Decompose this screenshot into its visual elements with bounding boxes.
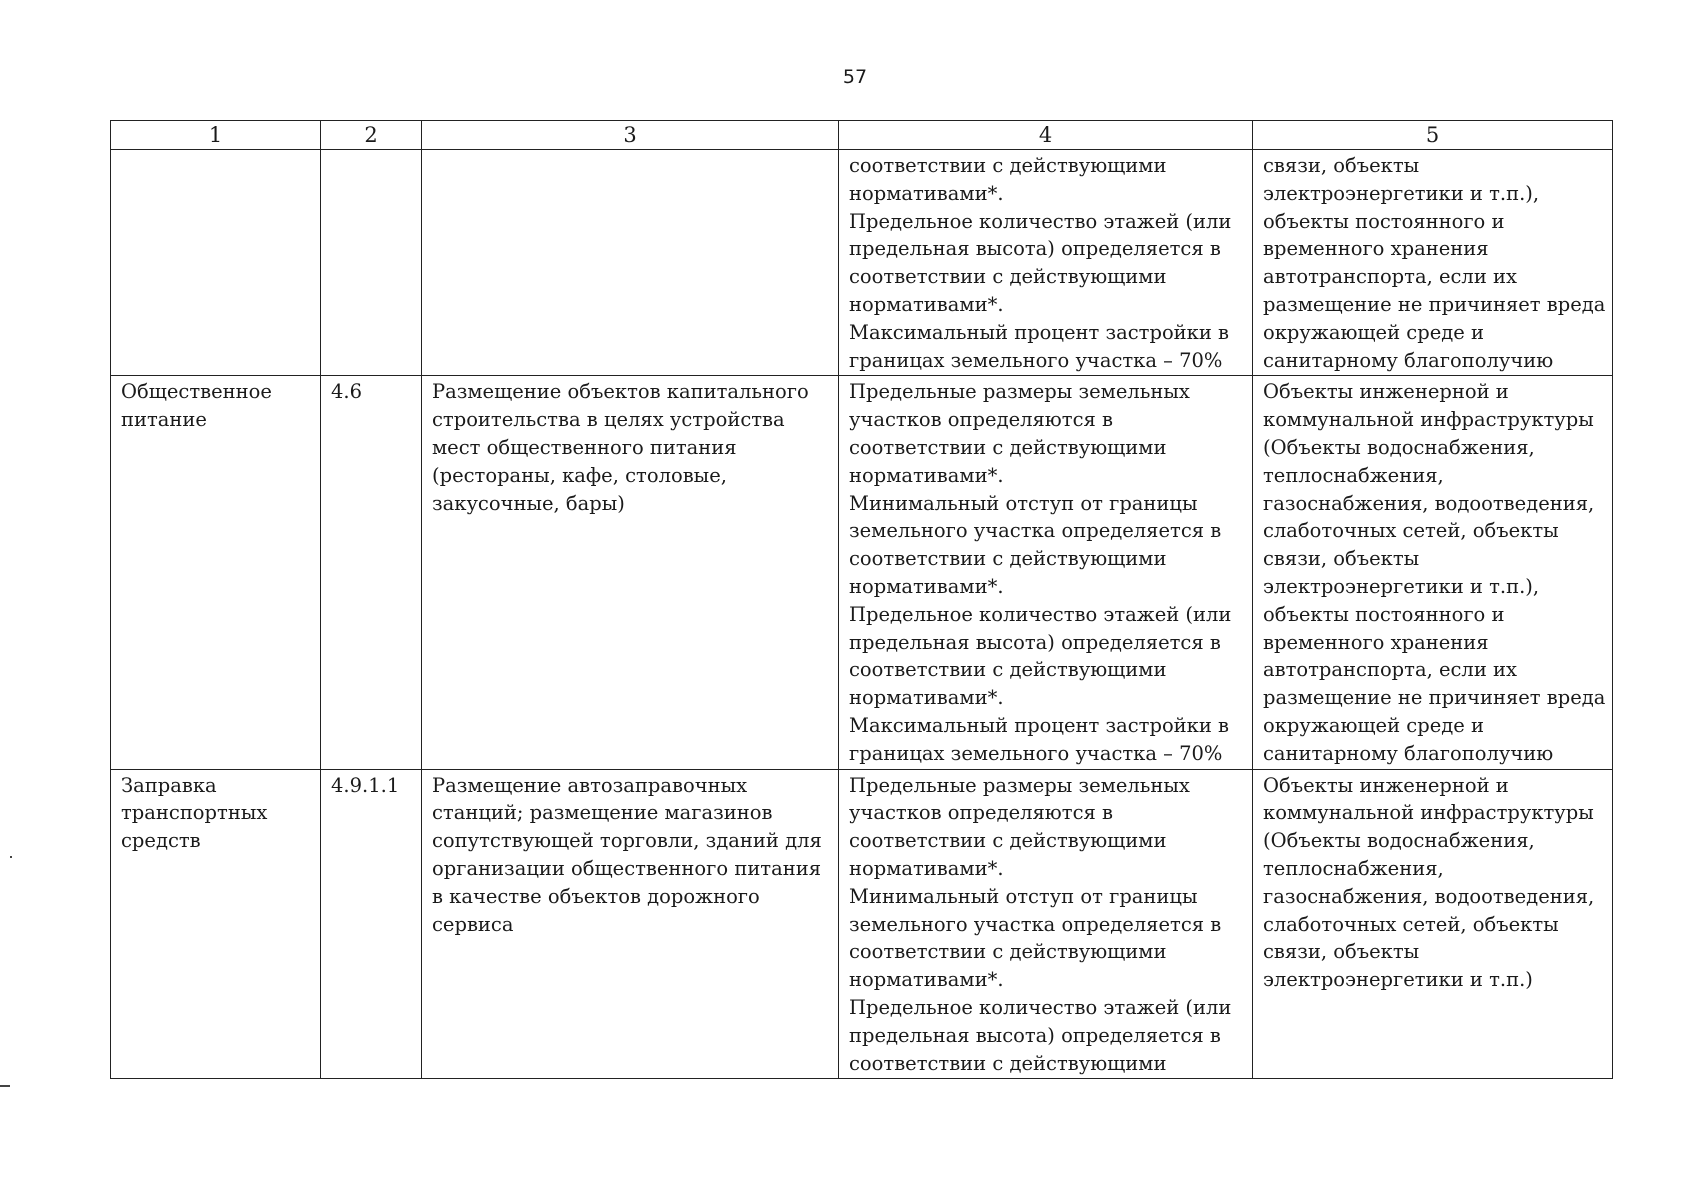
cell-line: нормативами*.: [849, 574, 1004, 598]
cell-line: теплоснабжения,: [1263, 856, 1444, 880]
cell-line: нормативами*.: [849, 968, 1004, 992]
cell-line: предельная высота) определяется в: [849, 237, 1221, 261]
cell-line: транспортных: [121, 801, 268, 825]
cell-line: Минимальный отступ от границы: [849, 491, 1198, 515]
cell-line: нормативами*.: [849, 463, 1004, 487]
cell-line: участков определяются в: [849, 801, 1113, 825]
cell-line: соответствии с действующими: [849, 547, 1167, 571]
auxiliary-objects-cell: [1253, 150, 1613, 376]
cell-line: связи, объекты: [1263, 547, 1420, 571]
cell-line: окружающей среде и: [1263, 713, 1484, 737]
cell-line: Максимальный процент застройки в: [849, 713, 1230, 737]
cell-line: закусочные, бары): [432, 491, 625, 515]
cell-line: в качестве объектов дорожного: [432, 884, 760, 908]
cell-line: электроэнергетики и т.п.),: [1263, 181, 1540, 205]
table-header: [111, 121, 1613, 150]
cell-line: питание: [121, 408, 207, 432]
cell-line: коммунальной инфраструктуры: [1263, 801, 1594, 825]
header-col-4: 4: [839, 121, 1253, 150]
description-cell: [422, 150, 839, 376]
cell-line: мест общественного питания: [432, 435, 737, 459]
cell-line: Размещение автозаправочных: [432, 773, 748, 797]
cell-line: нормативами*.: [849, 181, 1004, 205]
cell-line: нормативами*.: [849, 686, 1004, 710]
cell-line: нормативами*.: [849, 292, 1004, 316]
header-col-3: 3: [422, 121, 839, 150]
cell-line: сервиса: [432, 912, 514, 936]
cell-line: Заправка: [121, 773, 217, 797]
cell-line: соответствии с действующими: [849, 265, 1167, 289]
parameters-cell: [839, 376, 1253, 769]
code-cell: [321, 376, 422, 769]
cell-line: 4.6: [331, 380, 363, 404]
code-cell: [321, 150, 422, 376]
cell-line: временного хранения: [1263, 630, 1489, 654]
zoning-table: [110, 120, 1613, 1079]
cell-line: участков определяются в: [849, 408, 1113, 432]
cell-line: соответствии с действующими: [849, 658, 1167, 682]
cell-line: Минимальный отступ от границы: [849, 884, 1198, 908]
cell-line: строительства в целях устройства: [432, 408, 785, 432]
cell-line: соответствии с действующими: [849, 154, 1167, 177]
cell-line: связи, объекты: [1263, 154, 1420, 177]
cell-line: соответствии с действующими: [849, 1051, 1167, 1075]
header-col-2: 2: [321, 121, 422, 150]
cell-line: санитарному благополучию: [1263, 348, 1554, 372]
auxiliary-objects-cell: [1253, 376, 1613, 769]
page-number: 57: [842, 66, 868, 88]
code-cell: [321, 769, 422, 1079]
cell-line: земельного участка определяется в: [849, 519, 1222, 543]
cell-line: окружающей среде и: [1263, 320, 1484, 344]
cell-line: Предельные размеры земельных: [849, 380, 1190, 404]
cell-line: Предельные размеры земельных: [849, 773, 1190, 797]
cell-line: теплоснабжения,: [1263, 463, 1444, 487]
table-row: [111, 150, 1613, 376]
cell-line: станций; размещение магазинов: [432, 801, 773, 825]
cell-line: Объекты инженерной и: [1263, 380, 1509, 404]
cell-line: Максимальный процент застройки в: [849, 320, 1230, 344]
cell-line: земельного участка определяется в: [849, 912, 1222, 936]
table-row: [111, 769, 1613, 1079]
cell-line: Общественное: [121, 380, 272, 404]
cell-line: соответствии с действующими: [849, 940, 1167, 964]
cell-line: электроэнергетики и т.п.): [1263, 968, 1533, 992]
cell-line: временного хранения: [1263, 237, 1489, 261]
parameters-cell: [839, 150, 1253, 376]
cell-line: связи, объекты: [1263, 940, 1420, 964]
table-row: [111, 376, 1613, 769]
cell-line: нормативами*.: [849, 856, 1004, 880]
cell-line: автотранспорта, если их: [1263, 265, 1518, 289]
cell-line: Размещение объектов капитального: [432, 380, 809, 404]
header-row: [111, 121, 1613, 150]
cell-line: 4.9.1.1: [331, 773, 400, 797]
land-use-name-cell: [111, 376, 321, 769]
cell-line: коммунальной инфраструктуры: [1263, 408, 1594, 432]
cell-line: объекты постоянного и: [1263, 209, 1505, 233]
cell-line: слаботочных сетей, объекты: [1263, 519, 1559, 543]
auxiliary-objects-cell: [1253, 769, 1613, 1079]
margin-mark: [0, 1085, 10, 1087]
cell-line: границах земельного участка – 70%: [849, 348, 1223, 372]
cell-line: Предельное количество этажей (или: [849, 209, 1232, 233]
cell-line: газоснабжения, водоотведения,: [1263, 491, 1595, 515]
header-col-5: 5: [1253, 121, 1613, 150]
cell-line: автотранспорта, если их: [1263, 658, 1518, 682]
table-body: [111, 150, 1613, 1079]
cell-line: Предельное количество этажей (или: [849, 995, 1232, 1019]
description-cell: [422, 376, 839, 769]
land-use-name-cell: [111, 150, 321, 376]
cell-line: соответствии с действующими: [849, 435, 1167, 459]
cell-line: (рестораны, кафе, столовые,: [432, 463, 727, 487]
header-col-1: 1: [111, 121, 321, 150]
cell-line: газоснабжения, водоотведения,: [1263, 884, 1595, 908]
cell-line: объекты постоянного и: [1263, 602, 1505, 626]
cell-line: средств: [121, 829, 201, 853]
cell-line: границах земельного участка – 70%: [849, 741, 1223, 765]
parameters-cell: [839, 769, 1253, 1079]
margin-mark: [10, 856, 12, 858]
land-use-name-cell: [111, 769, 321, 1079]
cell-line: санитарному благополучию: [1263, 741, 1554, 765]
cell-line: сопутствующей торговли, зданий для: [432, 829, 822, 853]
cell-line: электроэнергетики и т.п.),: [1263, 574, 1540, 598]
cell-line: организации общественного питания: [432, 856, 822, 880]
description-cell: [422, 769, 839, 1079]
cell-line: размещение не причиняет вреда: [1263, 686, 1606, 710]
cell-line: предельная высота) определяется в: [849, 630, 1221, 654]
cell-line: (Объекты водоснабжения,: [1263, 435, 1535, 459]
cell-line: Предельное количество этажей (или: [849, 602, 1232, 626]
cell-line: Объекты инженерной и: [1263, 773, 1509, 797]
cell-line: предельная высота) определяется в: [849, 1023, 1221, 1047]
cell-line: соответствии с действующими: [849, 829, 1167, 853]
cell-line: (Объекты водоснабжения,: [1263, 829, 1535, 853]
cell-line: размещение не причиняет вреда: [1263, 292, 1606, 316]
cell-line: слаботочных сетей, объекты: [1263, 912, 1559, 936]
